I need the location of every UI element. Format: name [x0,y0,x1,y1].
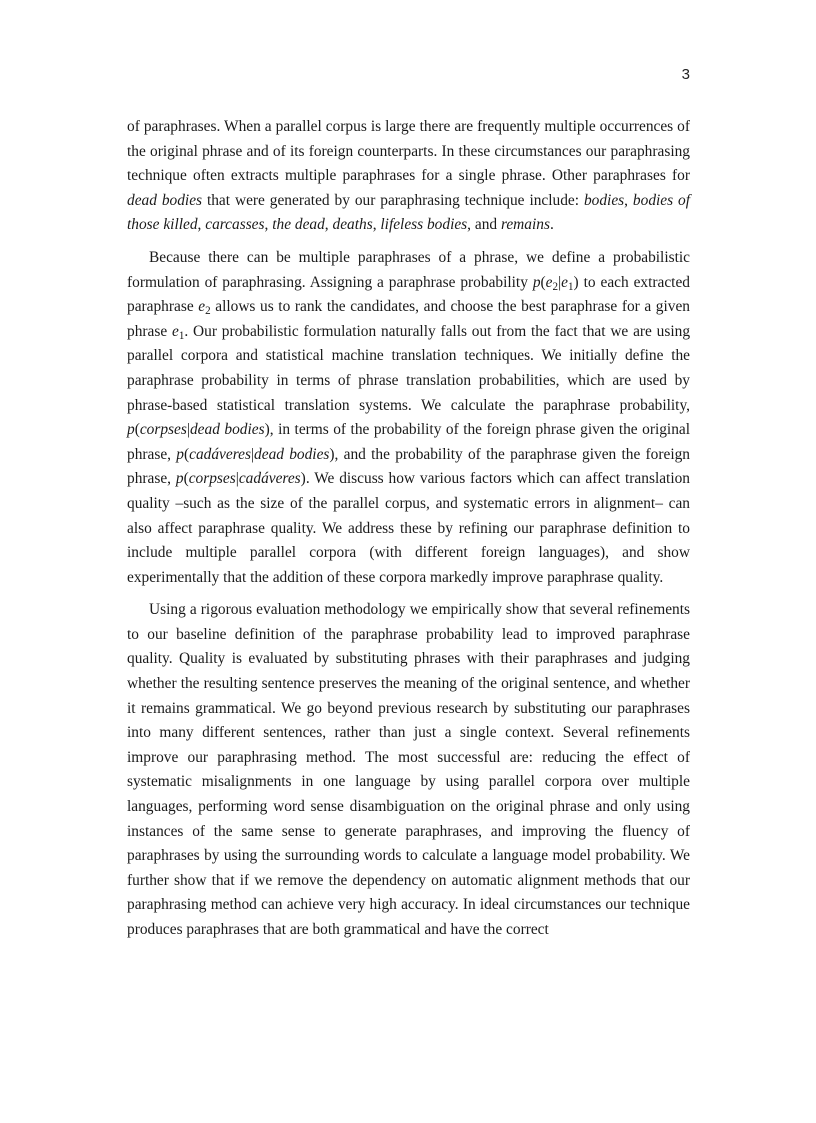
formula-corpses-given-cadaveres: p(corpses|cadáveres) [175,470,306,488]
formula-p-e2-given-e1: $p(e_2|e_1)$ [532,273,579,293]
formula-cadaveres-given-dead-bodies: p(cadáveres|dead bodies) [176,445,335,463]
formula-e1: $e_1$ [171,322,185,342]
paragraph-2: Because there can be multiple paraphrases of a phrase, we define a probabilistic formulation of paraphrasing. Assigning a paraphrase probability $p(e_2|e_1)$ to each extracted paraphrase $e_2$ allows us to rank the candidates, and choose the best paraphrase for a given phrase $e_1$. Our probabilistic formulation naturally falls out from the fact that we are using parallel corpora and statistical machine translation techniques. We initially define the paraphrase probability in terms of phrase translation probabilities, which are used by phrase-based statistical translation systems. We calculate the paraphrase probability, p(corpses|dead bodies), in terms of the probability of the foreign phrase given the original phrase, p(cadáveres|dead bodies), and the probability of the paraphrase given the foreign phrase, p(corpses|cadáveres). We discuss how various factors which can affect translation quality –such as the size of the parallel corpus, and systematic errors in alignment– can also affect paraphrase quality. We address these by refining our paraphrase definition to include multiple parallel corpora (with different foreign languages), and show experimentally that the addition of these corpora markedly improve paraphrase quality. [127,248,691,586]
formula-e2: $e_2$ [198,298,211,317]
page-number: 3 [681,66,690,83]
paragraph-3: Using a rigorous evaluation methodology we empirically show that several refinements to our baseline definition of the paraphrase probability lead to improved paraphrase quality. Quality is evaluated by substituting phrases with their paraphrases and judging whether the resulting sentence preserves the meaning of the original sentence, and whether it remains grammatical. We go beyond previous research by substituting our paraphrases into many different sentences, rather than just a single context. Several refinements improve our paraphrasing method. The most successful are: reducing the effect of systematic misalignments in one language by using parallel corpora over multiple languages, performing word sense disambiguation on the original phrase and only using instances of the same sense to generate paraphrases, and improving the fluency of paraphrases by using the surrounding words to calculate a language model probability. We further show that if we remove the dependency on automatic alignment methods that our paraphrasing method can achieve very high accuracy. In ideal circumstances our technique produces paraphrases that are both grammatical and have the correct [127,601,690,938]
formula-corpses-given-dead-bodies: p(corpses|dead bodies) [127,421,270,439]
body-text [127,115,690,943]
paragraph-1: of paraphrases. When a parallel corpus is large there are frequently multiple occurrences of the original phrase and of its foreign counterparts. In these circumstances our paraphrasing technique often extracts multiple paraphrases for a single phrase. Other paraphrases for dead bodies that were generated by our paraphrasing technique include: bodies, bodies of those killed, carcasses, the dead, deaths, lifeless bodies, and remains. [127,118,691,234]
